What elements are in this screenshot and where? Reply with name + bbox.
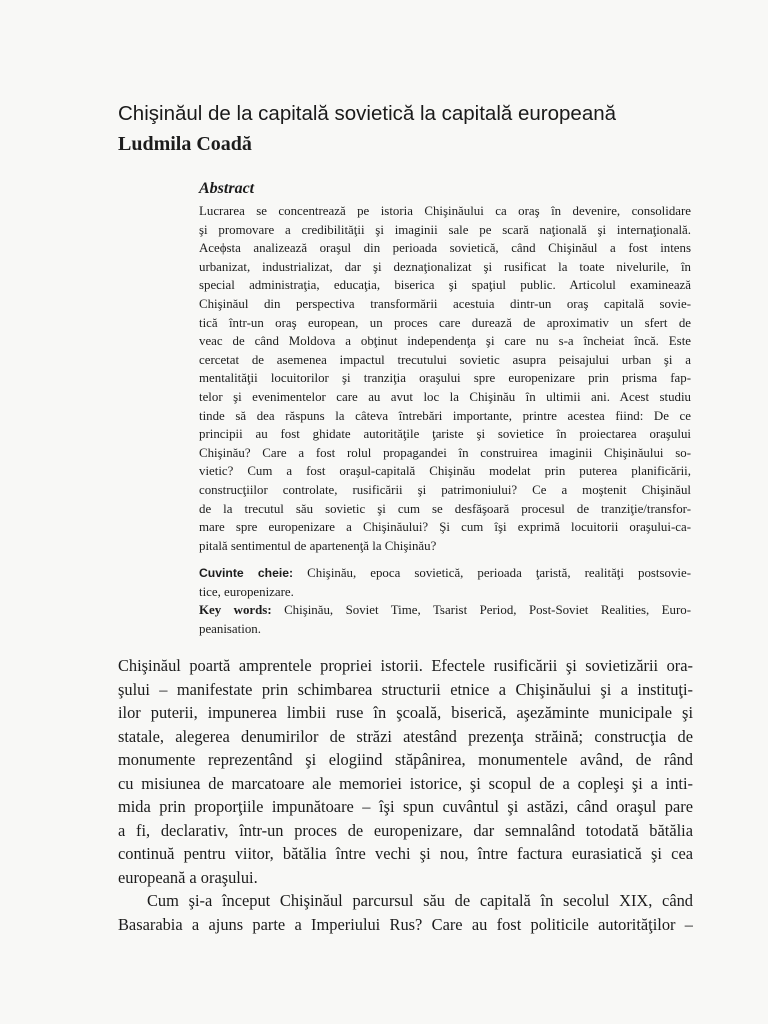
article-title: Chişinăul de la capitală sovietică la capitală europeană bbox=[118, 102, 617, 125]
abstract-line: de la trecutul său sovietic şi cum se desfăşoară procesul de tranziţie/transfor- bbox=[199, 501, 691, 516]
keywords-ro bbox=[199, 564, 691, 583]
abstract-line: tinde să dea răspuns la câteva întrebări importante, printre acestea fiind: De ce bbox=[199, 408, 691, 423]
abstract-line: special administraţia, educaţia, biserica şi spaţiul public. Articolul examinează bbox=[199, 278, 691, 293]
abstract-line: urbanizat, industrializat, dar şi deznaţionalizat şi rusificat la toate nivelurile, în bbox=[199, 259, 691, 274]
abstract-heading: Abstract bbox=[199, 180, 255, 197]
body-line: cu misiunea de marcatoare ale memoriei istorice, şi scopul de a copleşi şi a inti- bbox=[118, 773, 693, 793]
keywords-block bbox=[199, 564, 691, 638]
abstract-line: cercetat de asemenea impactul trecutului sovietic asupra peisajului urban şi a bbox=[199, 352, 691, 367]
keywords-en-label: Key words: bbox=[199, 603, 272, 618]
abstract-line: Chişinăul din perspectiva transformării acestuia dintr-un oraş capitală sovie- bbox=[199, 296, 691, 311]
abstract-text bbox=[199, 202, 691, 555]
abstract-line: principii au fost ghidate autorităţile ţariste şi sovietice în proiectarea oraşului bbox=[199, 427, 691, 442]
abstract-line: telor şi evenimentelor care au avut loc la Chişinău în ultimii ani. Acest studiu bbox=[199, 389, 691, 404]
abstract-line: veac de când Moldova a obţinut independenţa şi care nu s-a încheiat încă. Este bbox=[199, 334, 691, 349]
body-line: monumente reprezentând şi elogiind stăpânirea, monumentele având, de rând bbox=[118, 750, 693, 770]
body-line: şului – manifestate prin schimbarea structurii etnice a Chişinăului şi a instituţi- bbox=[118, 679, 693, 699]
abstract-line: pitală sentimentul de apartenenţă la Chişinău? bbox=[199, 538, 437, 553]
body-line: Basarabia a ajuns parte a Imperiului Rus? Care au fost politicile autorităţilor – bbox=[118, 915, 693, 935]
abstract-line: Lucrarea se concentrează pe istoria Chişinăului ca oraş în devenire, consolidare bbox=[199, 204, 691, 218]
abstract-section bbox=[199, 177, 691, 639]
body-text bbox=[118, 654, 693, 937]
abstract-line: mentalităţii locuitorilor şi tranziţia oraşului spre europenizare prin prisma fap- bbox=[199, 371, 691, 386]
keywords-ro-text: Chişinău, epoca sovietică, perioada ţaristă, realităţi postsovie- bbox=[307, 566, 691, 581]
body-line: a fi, declarativ, într-un proces de europenizare, dar semnalând totodată bătălia bbox=[118, 820, 693, 840]
body-line: ilor puterii, impunerea limbii ruse în şcoală, biserică, aşezăminte municipale şi bbox=[118, 703, 693, 723]
abstract-line: mare spre europenizare a Chişinăului? Şi cum îşi exprimă locuitorii oraşului-ca- bbox=[199, 520, 691, 535]
keywords-en bbox=[199, 601, 691, 620]
body-line: continuă pentru viitor, bătălia între vechi şi nou, între factura eurasiatică şi cea bbox=[118, 844, 693, 864]
body-line: europeană a oraşului. bbox=[118, 867, 258, 887]
abstract-line: Aceϕsta analizează oraşul din perioada sovietică, când Chişinăul a fost intens bbox=[199, 241, 691, 256]
body-line: Chişinăul poartă amprentele propriei istorii. Efectele rusificării şi sovietizării ora- bbox=[118, 656, 693, 675]
abstract-line: tică într-un oraş european, un proces care durează de aproximativ un sfert de bbox=[199, 315, 691, 330]
abstract-line: vietic? Cum a fost oraşul-capitală Chişinău modelat prin puterea planificării, bbox=[199, 464, 691, 479]
body-line: statale, alegerea denumirilor de străzi atestând prezenţa străină; construcţia de bbox=[118, 726, 693, 746]
abstract-line: construcţiilor controlate, rusificării şi patrimoniului? Ce a moştenit Chişinăul bbox=[199, 482, 691, 497]
keywords-en-text: Chişinău, Soviet Time, Tsarist Period, Post-Soviet Realities, Euro- bbox=[284, 603, 691, 618]
author-name: Ludmila Coadă bbox=[118, 133, 252, 155]
abstract-line: şi promovare a credibilităţii şi imaginii sale pe scară naţională şi internaţională. bbox=[199, 222, 691, 237]
keywords-en-continued: peanisation. bbox=[199, 622, 261, 637]
keywords-ro-continued: tice, europenizare. bbox=[199, 584, 294, 599]
keywords-ro-label: Cuvinte cheie: bbox=[199, 566, 294, 581]
body-line: Cum şi-a început Chişinăul parcursul său de capitală în secolul XIX, când bbox=[147, 891, 693, 911]
abstract-line: Chişinău? Care a fost rolul propagandei în construirea imaginii Chişinăului so- bbox=[199, 445, 691, 460]
body-line: mida prin proporţiile impunătoare – îşi spun cuvântul şi astăzi, când oraşul pare bbox=[118, 797, 693, 817]
